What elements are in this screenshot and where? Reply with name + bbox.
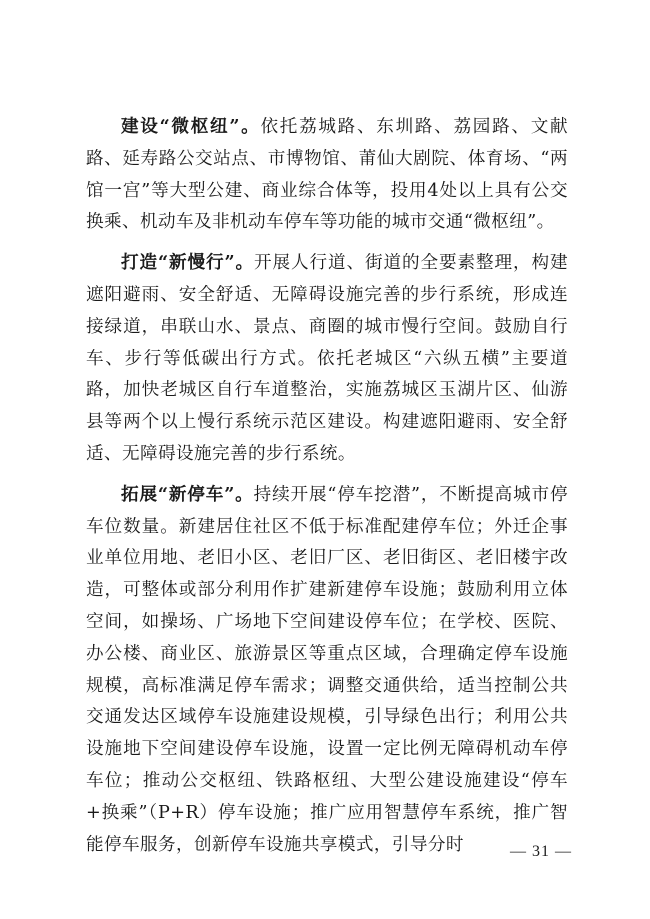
paragraph-parking: [86, 479, 568, 862]
paragraph-text: 依托荔城路、东圳路、荔园路、文献路、延寿路公交站点、市博物馆、莆仙大剧院、体育场、“两馆一宫”等大型公建、商业综合体等，投用4处以上具有公交换乘、机动车及非机动车停车等功能的城市交通“微枢纽”。: [86, 117, 568, 233]
page-number: — 31 —: [510, 843, 572, 860]
page-body: [86, 111, 568, 869]
paragraph-lead: 建设“微枢纽”。: [121, 116, 261, 137]
paragraph-lead: 打造“新慢行”。: [121, 252, 255, 274]
paragraph-slow-traffic: [86, 247, 568, 471]
paragraph-text: 开展人行道、街道的全要素整理，构建遮阳避雨、安全舒适、无障碍设施完善的步行系统，形成连接绿道，串联山水、景点、商圈的城市慢行空间。鼓励自行车、步行等低碳出行方式。依托老城区“六纵五横”主要道路，加快老城区自行车道整治，实施荔城区玉湖片区、仙游县等两个以上慢行系统示范区建设。构建遮阳避雨、安全舒适、无障碍设施完善的步行系统。: [86, 253, 568, 464]
paragraph-lead: 拓展“新停车”。: [121, 483, 254, 505]
paragraph-micro-hub: [86, 111, 568, 239]
paragraph-text: 持续开展“停车挖潜”，不断提高城市停车位数量。新建居住社区不低于标准配建停车位；外迁企事业单位用地、老旧小区、老旧厂区、老旧街区、老旧楼宇改造，可整体或部分利用作扩建新建停车设施；鼓励利用立体空间，如操场、广场地下空间建设停车位；在学校、医院、办公楼、商业区、旅游景区等重点区域，合理确定停车设施规模，高标准满足停车需求；调整交通供给，适当控制公共交通发达区域停车设施建设规模，引导绿色出行；利用公共设施地下空间建设停车设施，设置一定比例无障碍机动车停车位；推动公交枢纽、铁路枢纽、大型公建设施建设“停车+换乘”（P+R）停车设施；推广应用智慧停车系统，推广智能停车服务，创新停车设施共享模式，引导分时: [86, 484, 568, 855]
